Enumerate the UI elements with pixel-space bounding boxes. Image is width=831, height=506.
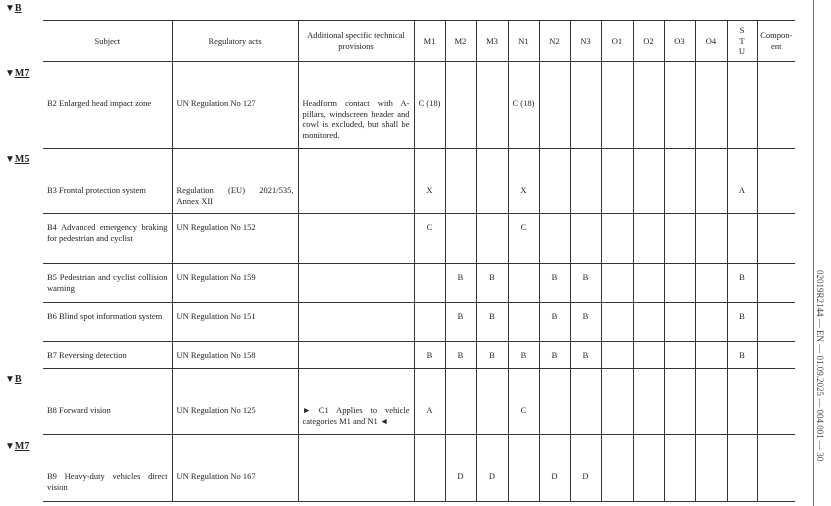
subject-cell: B9 Heavy-duty vehicles direct vision — [43, 435, 172, 502]
regulatory-act-cell: UN Regulation No 167 — [172, 435, 298, 502]
amendment-marker[interactable]: ▼B — [5, 374, 22, 385]
regulatory-act-cell: UN Regulation No 125 — [172, 369, 298, 435]
regulatory-act-cell: UN Regulation No 158 — [172, 342, 298, 369]
category-cell — [664, 369, 695, 435]
subject-cell: B6 Blind spot information system — [43, 303, 172, 342]
category-cell — [476, 369, 508, 435]
table-row — [43, 214, 795, 264]
category-cell — [633, 342, 664, 369]
category-cell: C — [414, 214, 445, 264]
category-cell: D — [476, 435, 508, 502]
category-cell — [695, 435, 727, 502]
category-cell: C — [508, 214, 539, 264]
requirements-table — [43, 20, 795, 502]
regulatory-act-cell: UN Regulation No 159 — [172, 264, 298, 303]
category-cell — [633, 214, 664, 264]
margin-rule — [813, 0, 814, 506]
provisions-cell: Headform contact with A-pillars, windscreen header and cowl is excluded, but shall be monitored. — [298, 62, 414, 149]
category-cell: B — [508, 342, 539, 369]
provisions-cell: ► C1 Applies to vehicle categories M1 and N1 ◄ — [298, 369, 414, 435]
column-header: M3 — [476, 21, 508, 62]
amendment-marker[interactable]: ▼M7 — [5, 441, 30, 452]
category-cell — [695, 149, 727, 214]
table-row — [43, 369, 795, 435]
regulatory-act-cell: UN Regulation No 152 — [172, 214, 298, 264]
regulatory-act-cell: UN Regulation No 151 — [172, 303, 298, 342]
subject-cell: B7 Reversing detection — [43, 342, 172, 369]
category-cell — [414, 264, 445, 303]
category-cell — [633, 435, 664, 502]
category-cell — [539, 62, 570, 149]
category-cell — [664, 435, 695, 502]
category-cell — [601, 369, 633, 435]
column-header: O4 — [695, 21, 727, 62]
category-cell — [633, 62, 664, 149]
subject-cell: B2 Enlarged head impact zone — [43, 62, 172, 149]
provisions-cell — [298, 149, 414, 214]
category-cell: A — [414, 369, 445, 435]
category-cell — [414, 435, 445, 502]
category-cell: B — [539, 303, 570, 342]
column-header: O2 — [633, 21, 664, 62]
category-cell — [695, 303, 727, 342]
category-cell: X — [508, 149, 539, 214]
column-header: Subject — [43, 21, 172, 62]
category-cell — [757, 62, 795, 149]
category-cell: B — [476, 342, 508, 369]
category-cell: D — [570, 435, 601, 502]
category-cell — [601, 303, 633, 342]
category-cell — [476, 62, 508, 149]
category-cell — [757, 342, 795, 369]
category-cell — [508, 435, 539, 502]
category-cell — [601, 264, 633, 303]
column-header: Regulatory acts — [172, 21, 298, 62]
amendment-marker[interactable]: ▼M7 — [5, 68, 30, 79]
category-cell — [757, 435, 795, 502]
category-cell — [570, 149, 601, 214]
category-cell — [539, 149, 570, 214]
category-cell — [664, 303, 695, 342]
table-header-row — [43, 21, 795, 62]
category-cell — [601, 214, 633, 264]
category-cell: B — [414, 342, 445, 369]
table-row — [43, 264, 795, 303]
category-cell — [664, 62, 695, 149]
category-cell: B — [727, 303, 757, 342]
subject-cell: B4 Advanced emergency braking for pedestrian and cyclist — [43, 214, 172, 264]
category-cell: B — [445, 264, 476, 303]
category-cell — [539, 369, 570, 435]
category-cell: B — [539, 342, 570, 369]
category-cell: B — [539, 264, 570, 303]
category-cell: C — [508, 369, 539, 435]
category-cell: C (18) — [414, 62, 445, 149]
amendment-marker[interactable]: ▼M5 — [5, 154, 30, 165]
category-cell: D — [445, 435, 476, 502]
category-cell: B — [445, 342, 476, 369]
category-cell — [727, 369, 757, 435]
category-cell — [414, 303, 445, 342]
provisions-cell — [298, 342, 414, 369]
table-row — [43, 149, 795, 214]
category-cell — [570, 62, 601, 149]
category-cell — [664, 264, 695, 303]
category-cell — [570, 369, 601, 435]
category-cell — [757, 369, 795, 435]
category-cell: B — [727, 264, 757, 303]
category-cell: B — [570, 303, 601, 342]
category-cell: B — [476, 264, 508, 303]
table-row — [43, 342, 795, 369]
category-cell — [695, 62, 727, 149]
provisions-cell — [298, 303, 414, 342]
category-cell — [445, 62, 476, 149]
category-cell — [727, 435, 757, 502]
table-row — [43, 62, 795, 149]
category-cell — [695, 264, 727, 303]
column-header: O1 — [601, 21, 633, 62]
category-cell: D — [539, 435, 570, 502]
table-row — [43, 303, 795, 342]
column-header: N2 — [539, 21, 570, 62]
table-row — [43, 435, 795, 502]
provisions-cell — [298, 214, 414, 264]
category-cell — [695, 214, 727, 264]
category-cell — [508, 264, 539, 303]
category-cell: A — [727, 149, 757, 214]
category-cell — [664, 342, 695, 369]
category-cell: X — [414, 149, 445, 214]
column-header: S T U — [727, 21, 757, 62]
category-cell — [757, 264, 795, 303]
category-cell — [445, 369, 476, 435]
category-cell — [664, 214, 695, 264]
category-cell — [727, 62, 757, 149]
regulatory-act-cell: Regulation (EU) 2021/535, Annex XII — [172, 149, 298, 214]
category-cell: B — [570, 342, 601, 369]
category-cell — [757, 149, 795, 214]
category-cell — [633, 149, 664, 214]
column-header: N3 — [570, 21, 601, 62]
category-cell: B — [727, 342, 757, 369]
category-cell — [476, 149, 508, 214]
regulatory-act-cell: UN Regulation No 127 — [172, 62, 298, 149]
category-cell — [570, 214, 601, 264]
category-cell — [445, 214, 476, 264]
category-cell — [476, 214, 508, 264]
category-cell — [539, 214, 570, 264]
subject-cell: B8 Forward vision — [43, 369, 172, 435]
category-cell — [601, 149, 633, 214]
category-cell: C (18) — [508, 62, 539, 149]
category-cell — [695, 342, 727, 369]
category-cell — [601, 342, 633, 369]
category-cell — [664, 149, 695, 214]
category-cell: B — [445, 303, 476, 342]
category-cell — [508, 303, 539, 342]
category-cell — [757, 303, 795, 342]
column-header: M1 — [414, 21, 445, 62]
subject-cell: B5 Pedestrian and cyclist collision warning — [43, 264, 172, 303]
category-cell: B — [570, 264, 601, 303]
column-header: M2 — [445, 21, 476, 62]
category-cell — [633, 264, 664, 303]
category-cell — [445, 149, 476, 214]
column-header: Compon-ent — [757, 21, 795, 62]
subject-cell: B3 Frontal protection system — [43, 149, 172, 214]
category-cell — [757, 214, 795, 264]
category-cell — [633, 303, 664, 342]
category-cell — [601, 62, 633, 149]
column-header: Additional specific technical provisions — [298, 21, 414, 62]
column-header: N1 — [508, 21, 539, 62]
column-header: O3 — [664, 21, 695, 62]
document-reference: 02019R2144 — EN — 01.09.2025 — 004.001 — 30 — [815, 270, 825, 462]
provisions-cell — [298, 264, 414, 303]
category-cell — [633, 369, 664, 435]
category-cell — [727, 214, 757, 264]
amendment-marker[interactable]: ▼B — [5, 3, 22, 14]
provisions-cell — [298, 435, 414, 502]
category-cell: B — [476, 303, 508, 342]
category-cell — [695, 369, 727, 435]
category-cell — [601, 435, 633, 502]
